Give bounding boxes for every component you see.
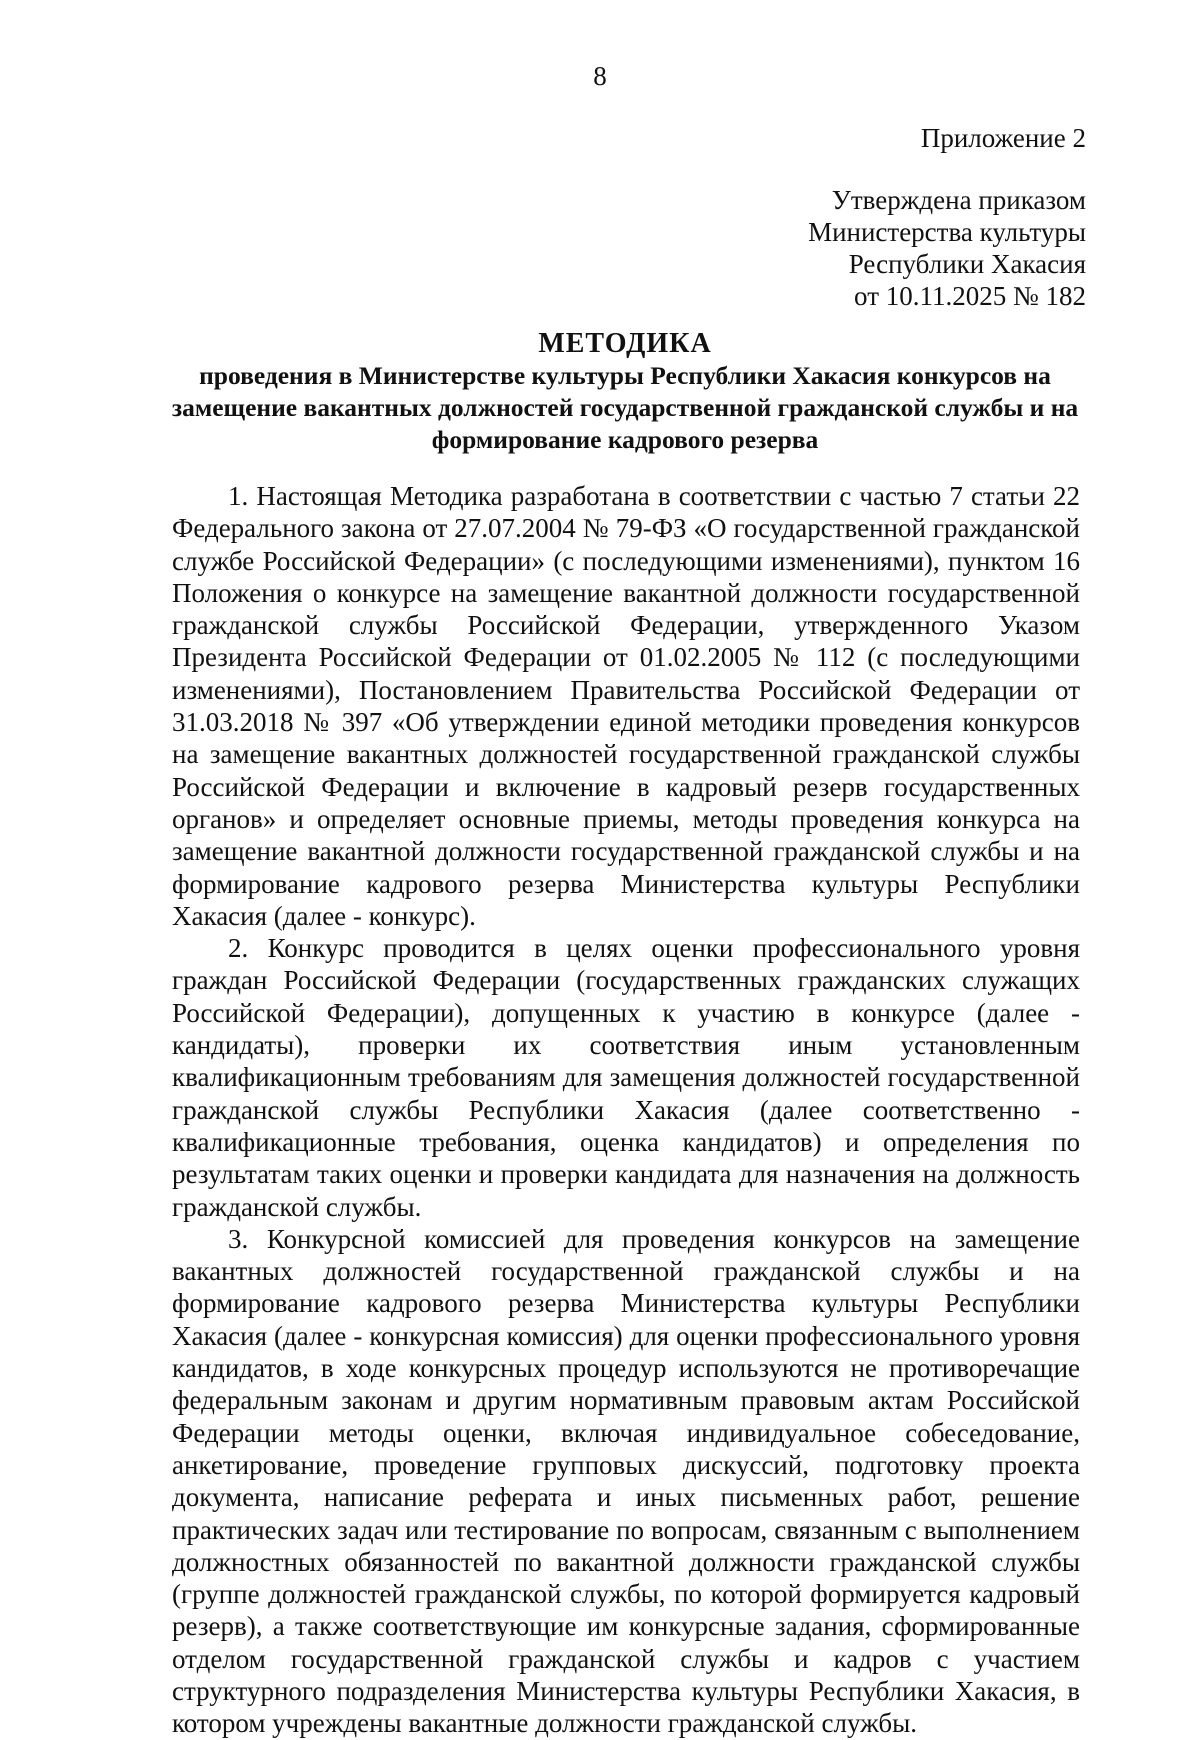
page-number: 8 (593, 61, 607, 91)
approval-line-1: Утверждена приказом (831, 185, 1086, 215)
document-subtitle: проведения в Министерстве культуры Республики Хакасия конкурсов на замещение вакантных должностей государственной гражданской службы и на формирование кадрового резерва (171, 361, 1079, 454)
paragraph-2: 2. Конкурс проводится в целях оценки профессионального уровня граждан Российской Федерации (государственных гражданских служащих Российской Федерации), допущенных к участию в конкурсе (далее - кандидаты), проверки их соответствия иным установленным квалификационным требованиям для замещения должностей государственной гражданской службы Республики Хакасия (далее соответственно - квалификационные требования, оценка кандидатов) и определения по результатам таких оценки и проверки кандидата для назначения на должность гражданской службы. (172, 933, 1080, 1222)
approval-block (808, 184, 1086, 312)
appendix-label: Приложение 2 (920, 123, 1086, 153)
approval-line-3: Республики Хакасия (848, 249, 1086, 279)
document-title: МЕТОДИКА (538, 328, 712, 359)
title-block (165, 328, 1085, 456)
approval-line-2: Министерства культуры (808, 217, 1086, 247)
approval-line-4: от 10.11.2025 № 182 (854, 281, 1086, 311)
paragraph-3: 3. Конкурсной комиссией для проведения конкурсов на замещение вакантных должностей государственной гражданской службы и на формирование кадрового резерва Министерства культуры Республики Хакасия (далее - конкурсная комиссия) для оценки профессионального уровня кандидатов, в ходе конкурсных процедур используются не противоречащие федеральным законам и другим нормативным правовым актам Российской Федерации методы оценки, включая индивидуальное собеседование, анкетирование, проведение групповых дискуссий, подготовку проекта документа, написание реферата и иных письменных работ, решение практических задач или тестирование по вопросам, связанным с выполнением должностных обязанностей по вакантной должности гражданской службы (группе должностей гражданской службы, по которой формируется кадровый резерв), а также соответствующие им конкурсные задания, сформированные отделом государственной гражданской службы и кадров с участием структурного подразделения Министерства культуры Республики Хакасия, в котором учреждены вакантные должности гражданской службы. (172, 1223, 1080, 1739)
document-body (172, 480, 1080, 1740)
paragraph-1: 1. Настоящая Методика разработана в соответствии с частью 7 статьи 22 Федерального закона от 27.07.2004 № 79-ФЗ «О государственной гражданской службе Российской Федерации» (с последующими изменениями), пунктом 16 Положения о конкурсе на замещение вакантной должности государственной гражданской службы Российской Федерации, утвержденного Указом Президента Российской Федерации от 01.02.2005 № 112 (с последующими изменениями), Постановлением Правительства Российской Федерации от 31.03.2018 № 397 «Об утверждении единой методики проведения конкурсов на замещение вакантных должностей государственной гражданской службы Российской Федерации и включение в кадровый резерв государственных органов» и определяет основные приемы, методы проведения конкурса на замещение вакантной должности государственной гражданской службы и на формирование кадрового резерва Министерства культуры Республики Хакасия (далее - конкурс). (172, 481, 1080, 931)
